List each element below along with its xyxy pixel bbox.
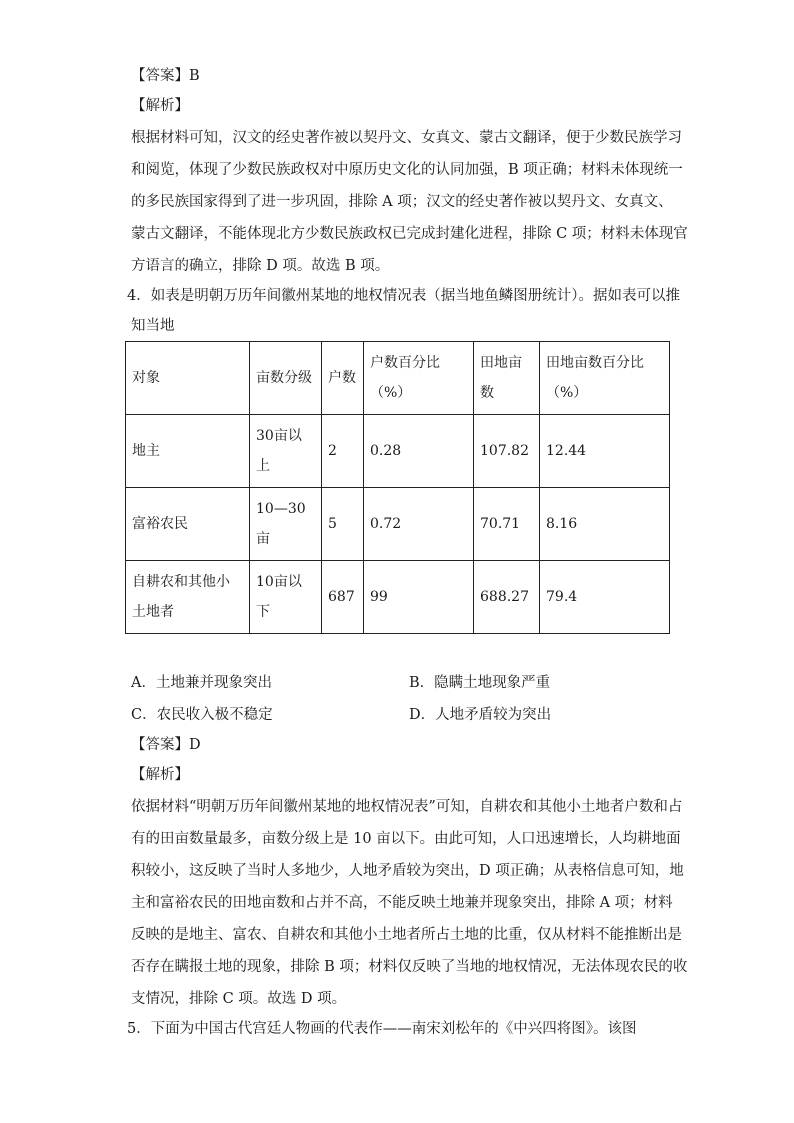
q3-analysis-line: 的多民族国家得到了进一步巩固，排除 A 项；汉文的经史著作被以契丹文、女真文、 [131, 194, 673, 210]
q4-analysis-line: 有的田亩数量最多，亩数分级上是 10 亩以下。由此可知，人口迅速增长，人均耕地面 [131, 831, 681, 847]
table-cell: 107.82 [474, 415, 540, 488]
q4-analysis-line: 反映的是地主、富农、自耕农和其他小土地者所占土地的比重，仅从材料不能推断出是 [131, 927, 682, 943]
table-cell: 10亩以下 [250, 561, 322, 634]
option-d: D．人地矛盾较为突出 [409, 707, 552, 723]
q3-analysis-label: 【解析】 [131, 98, 189, 114]
table-row [126, 561, 670, 634]
q3-answer: 【答案】B [131, 68, 200, 84]
q5-stem-line: 5．下面为中国古代宫廷人物画的代表作——南宋刘松年的《中兴四将图》。该图 [127, 1021, 637, 1037]
q4-analysis-line: 依据材料“明朝万历年间徽州某地的地权情况表”可知，自耕农和其他小土地者户数和占 [131, 799, 683, 815]
table-cell: 0.72 [364, 488, 474, 561]
option-a: A．土地兼并现象突出 [131, 675, 272, 691]
q4-answer: 【答案】D [131, 737, 201, 753]
table-cell: 79.4 [540, 561, 670, 634]
header-cell: 田地亩数百分比（%） [540, 342, 670, 415]
table-cell: 8.16 [540, 488, 670, 561]
table-row [126, 415, 670, 488]
q3-analysis-line: 和阅览，体现了少数民族政权对中原历史文化的认同加强，B 项正确；材料未体现统一 [131, 162, 683, 178]
q4-stem-line: 知当地 [131, 318, 175, 334]
table-cell: 687 [322, 561, 364, 634]
q4-analysis-line: 支情况，排除 C 项。故选 D 项。 [131, 991, 347, 1007]
header-cell: 亩数分级 [250, 342, 322, 415]
table-cell: 2 [322, 415, 364, 488]
table-row [126, 488, 670, 561]
land-rights-table [125, 341, 670, 634]
option-b: B．隐瞒土地现象严重 [409, 675, 551, 691]
header-cell: 对象 [126, 342, 250, 415]
table-header-row [126, 342, 670, 415]
table-cell: 10—30亩 [250, 488, 322, 561]
table-cell: 70.71 [474, 488, 540, 561]
header-cell: 户数 [322, 342, 364, 415]
table-cell: 地主 [126, 415, 250, 488]
q4-analysis-line: 主和富裕农民的田地亩数和占并不高，不能反映土地兼并现象突出，排除 A 项；材料 [131, 895, 673, 911]
table-cell: 自耕农和其他小土地者 [126, 561, 250, 634]
q4-analysis-label: 【解析】 [131, 767, 189, 783]
table-cell: 99 [364, 561, 474, 634]
table-cell: 688.27 [474, 561, 540, 634]
option-c: C．农民收入极不稳定 [131, 707, 273, 723]
q3-analysis-line: 根据材料可知，汉文的经史著作被以契丹文、女真文、蒙古文翻译，便于少数民族学习 [131, 130, 682, 146]
table-cell: 富裕农民 [126, 488, 250, 561]
q4-analysis-line: 积较小，这反映了当时人多地少，人地矛盾较为突出，D 项正确；从表格信息可知，地 [131, 863, 684, 879]
q4-stem-line: 4．如表是明朝万历年间徽州某地的地权情况表（据当地鱼鳞图册统计）。据如表可以推 [127, 288, 680, 304]
q4-analysis-line: 否存在瞒报土地的现象，排除 B 项；材料仅反映了当地的地权情况，无法体现农民的收 [131, 959, 688, 975]
table-cell: 12.44 [540, 415, 670, 488]
table-cell: 0.28 [364, 415, 474, 488]
table-cell: 5 [322, 488, 364, 561]
q3-analysis-line: 方语言的确立，排除 D 项。故选 B 项。 [131, 258, 390, 274]
header-cell: 户数百分比（%） [364, 342, 474, 415]
q3-analysis-line: 蒙古文翻译，不能体现北方少数民族政权已完成封建化进程，排除 C 项；材料未体现官 [131, 226, 688, 242]
header-cell: 田地亩数 [474, 342, 540, 415]
table-cell: 30亩以上 [250, 415, 322, 488]
